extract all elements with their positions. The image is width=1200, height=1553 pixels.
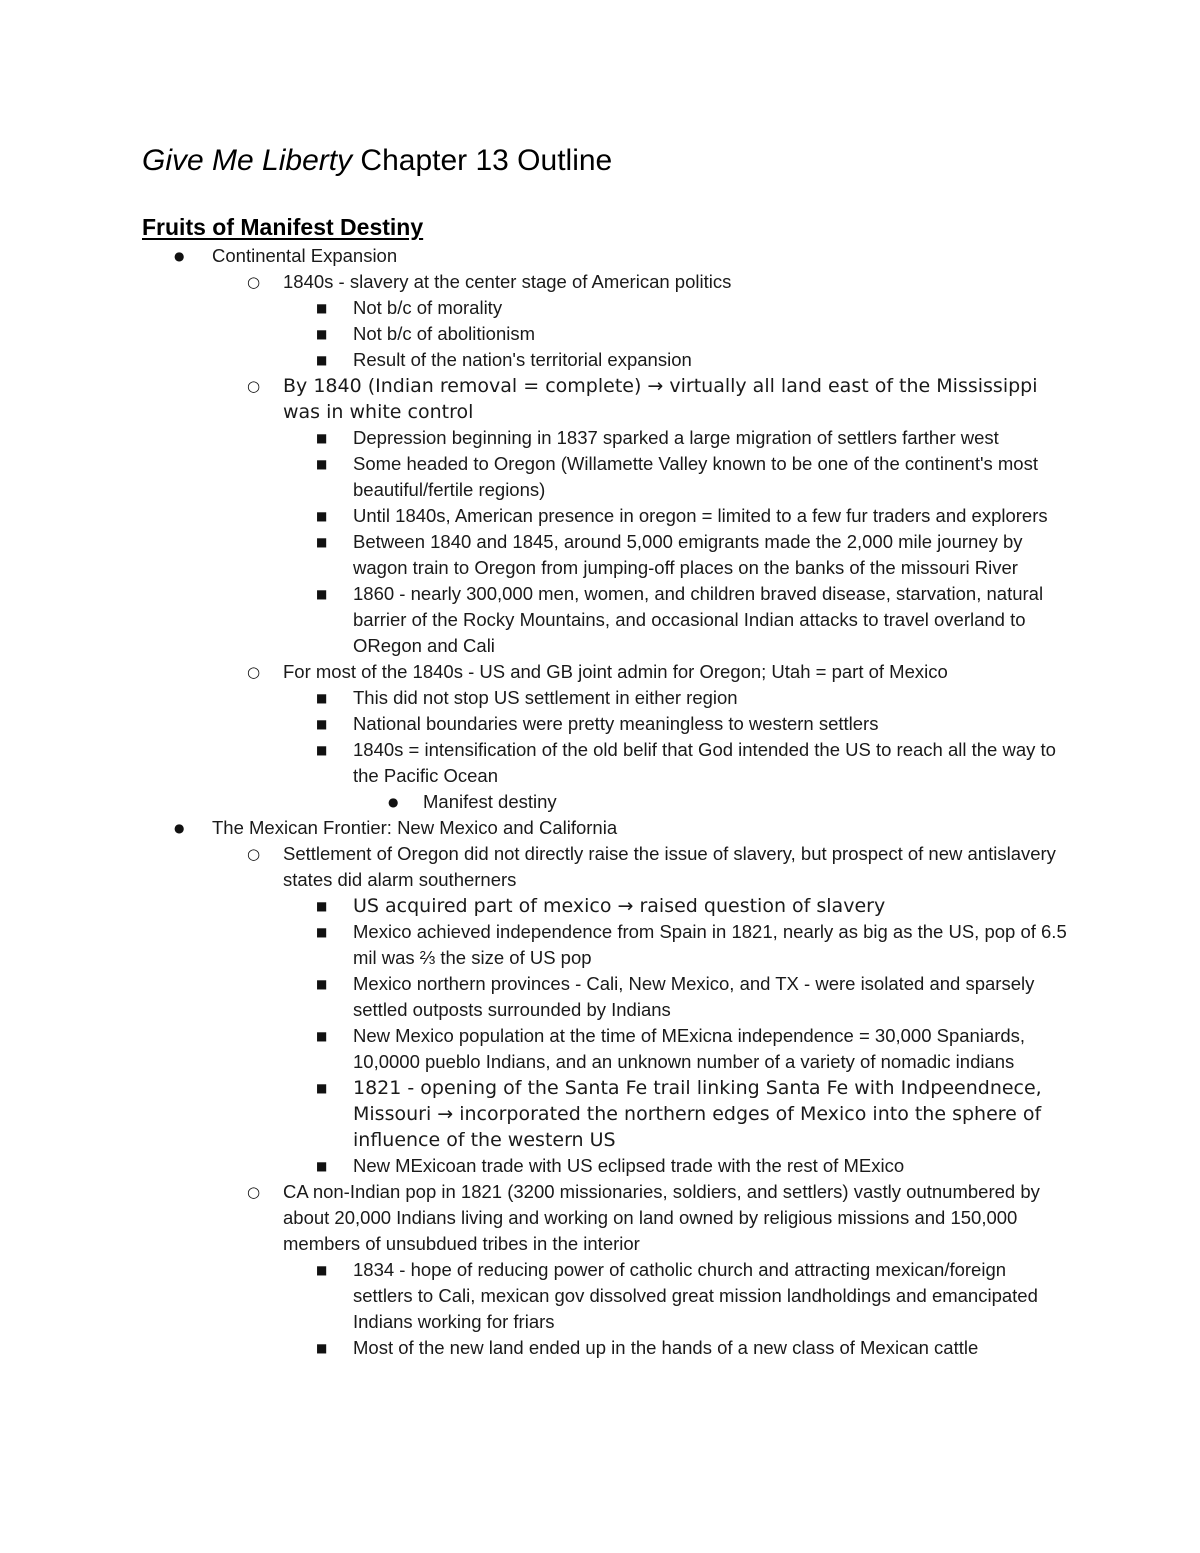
title-book-name: Give Me Liberty: [142, 144, 353, 177]
bullet-level-3-icon: ■: [316, 327, 328, 341]
outline-item-text: New Mexico population at the time of MExicna independence = 30,000 Spaniards, 10,0000 pueblo Indians, and an unknown number of a variety of nomadic indians: [353, 1025, 1026, 1072]
outline-item-level-3: [0, 1335, 1200, 1361]
outline-item-level-2: [0, 269, 1200, 295]
outline-item-level-3: [0, 711, 1200, 737]
outline-item-text: This did not stop US settlement in either region: [353, 687, 738, 708]
outline-item-level-2: [0, 1179, 1200, 1257]
outline-item-text: For most of the 1840s - US and GB joint admin for Oregon; Utah = part of Mexico: [283, 661, 948, 682]
section-heading: Fruits of Manifest Destiny: [142, 214, 424, 240]
outline-item-level-3: [0, 1257, 1200, 1335]
bullet-level-3-icon: ■: [316, 899, 328, 913]
outline-item-level-3: [0, 737, 1200, 789]
bullet-level-3-icon: ■: [316, 1159, 328, 1173]
bullet-level-3-icon: ■: [316, 1081, 328, 1095]
bullet-level-3-icon: ■: [316, 509, 328, 523]
outline-item-level-3: [0, 425, 1200, 451]
bullet-level-3-icon: ■: [316, 353, 328, 367]
bullet-level-3-icon: ■: [316, 535, 328, 549]
bullet-level-2-icon: ○: [247, 377, 261, 395]
outline-item-text: Settlement of Oregon did not directly raise the issue of slavery, but prospect of new antislavery states did alarm southerners: [283, 843, 1056, 890]
outline-item-text: Depression beginning in 1837 sparked a large migration of settlers farther west: [353, 427, 999, 448]
outline-item-level-1: [0, 243, 1200, 269]
bullet-level-3-icon: ■: [316, 431, 328, 445]
bullet-level-3-icon: ■: [316, 743, 328, 757]
bullet-level-1-icon: ●: [174, 821, 185, 835]
title-suffix: Chapter 13 Outline: [352, 144, 613, 177]
outline-item-text: Mexico northern provinces - Cali, New Mexico, and TX - were isolated and sparsely settled outposts surrounded by Indians: [353, 973, 1035, 1020]
outline-item-text: Not b/c of abolitionism: [353, 323, 536, 344]
bullet-level-1-icon: ●: [174, 249, 185, 263]
outline-item-text: The Mexican Frontier: New Mexico and California: [212, 817, 618, 838]
outline-item-level-3: [0, 581, 1200, 659]
bullet-level-2-icon: ○: [247, 845, 261, 863]
bullet-level-4-icon: ●: [388, 795, 399, 809]
outline-item-text: CA non-Indian pop in 1821 (3200 missionaries, soldiers, and settlers) vastly outnumbered by about 20,000 Indians living and working on land owned by religious missions and 150,000 members of unsubdued tribes in the interior: [283, 1181, 1040, 1254]
outline-item-level-2: [0, 373, 1200, 425]
outline-item-level-3: [0, 503, 1200, 529]
bullet-level-2-icon: ○: [247, 663, 261, 681]
outline-item-text: 1834 - hope of reducing power of catholic church and attracting mexican/foreign settlers to Cali, mexican gov dissolved great mission landholdings and emancipated Indians working for friars: [353, 1259, 1038, 1332]
outline-item-level-1: [0, 815, 1200, 841]
outline-item-text: Continental Expansion: [212, 245, 398, 266]
outline-item-text: US acquired part of mexico → raised question of slavery: [353, 895, 886, 917]
outline-item-text: Mexico achieved independence from Spain in 1821, nearly as big as the US, pop of 6.5 mil was ⅔ the size of US pop: [353, 921, 1067, 968]
outline-item-text: Until 1840s, American presence in oregon = limited to a few fur traders and explorers: [353, 505, 1048, 526]
outline-item-level-3: [0, 295, 1200, 321]
outline-item-text: Result of the nation's territorial expansion: [353, 349, 692, 370]
outline-item-text: Some headed to Oregon (Willamette Valley known to be one of the continent's most beautiful/fertile regions): [353, 453, 1038, 500]
outline-item-text: 1821 - opening of the Santa Fe trail linking Santa Fe with Indpeendnece, Missouri → incorporated the northern edges of Mexico into the sphere of influence of the western US: [353, 1077, 1042, 1151]
bullet-level-3-icon: ■: [316, 1341, 328, 1355]
outline-item-level-2: [0, 659, 1200, 685]
outline-item-text: 1840s = intensification of the old belif that God intended the US to reach all the way to the Pacific Ocean: [353, 739, 1056, 786]
outline-item-level-3: [0, 685, 1200, 711]
outline-item-text: 1840s - slavery at the center stage of American politics: [283, 271, 732, 292]
outline-item-level-3: [0, 1075, 1200, 1153]
outline-item-text: Most of the new land ended up in the hands of a new class of Mexican cattle: [353, 1337, 979, 1358]
bullet-level-3-icon: ■: [316, 1029, 328, 1043]
outline-item-level-3: [0, 893, 1200, 919]
bullet-level-3-icon: ■: [316, 457, 328, 471]
outline-item-level-3: [0, 321, 1200, 347]
bullet-level-2-icon: ○: [247, 273, 261, 291]
outline-item-level-4: [0, 789, 1200, 815]
bullet-level-3-icon: ■: [316, 691, 328, 705]
bullet-level-3-icon: ■: [316, 717, 328, 731]
bullet-level-3-icon: ■: [316, 925, 328, 939]
outline-item-text: New MExicoan trade with US eclipsed trade with the rest of MExico: [353, 1155, 905, 1176]
outline-item-level-3: [0, 919, 1200, 971]
bullet-level-3-icon: ■: [316, 587, 328, 601]
outline-item-level-3: [0, 971, 1200, 1023]
outline-item-level-3: [0, 347, 1200, 373]
outline-item-level-3: [0, 1153, 1200, 1179]
outline-list: [0, 243, 1200, 1361]
outline-item-level-2: [0, 841, 1200, 893]
outline-item-text: Manifest destiny: [423, 791, 557, 812]
outline-item-text: By 1840 (Indian removal = complete) → virtually all land east of the Mississippi was in white control: [283, 375, 1038, 423]
document-title: [142, 141, 612, 181]
bullet-level-2-icon: ○: [247, 1183, 261, 1201]
bullet-level-3-icon: ■: [316, 977, 328, 991]
outline-item-text: Between 1840 and 1845, around 5,000 emigrants made the 2,000 mile journey by wagon train to Oregon from jumping-off places on the banks of the missouri River: [353, 531, 1023, 578]
bullet-level-3-icon: ■: [316, 1263, 328, 1277]
outline-item-level-3: [0, 529, 1200, 581]
bullet-level-3-icon: ■: [316, 301, 328, 315]
outline-item-text: 1860 - nearly 300,000 men, women, and children braved disease, starvation, natural barrier of the Rocky Mountains, and occasional Indian attacks to travel overland to ORegon and Cali: [353, 583, 1044, 656]
outline-item-level-3: [0, 1023, 1200, 1075]
outline-item-level-3: [0, 451, 1200, 503]
outline-item-text: National boundaries were pretty meaningless to western settlers: [353, 713, 879, 734]
outline-item-text: Not b/c of morality: [353, 297, 503, 318]
